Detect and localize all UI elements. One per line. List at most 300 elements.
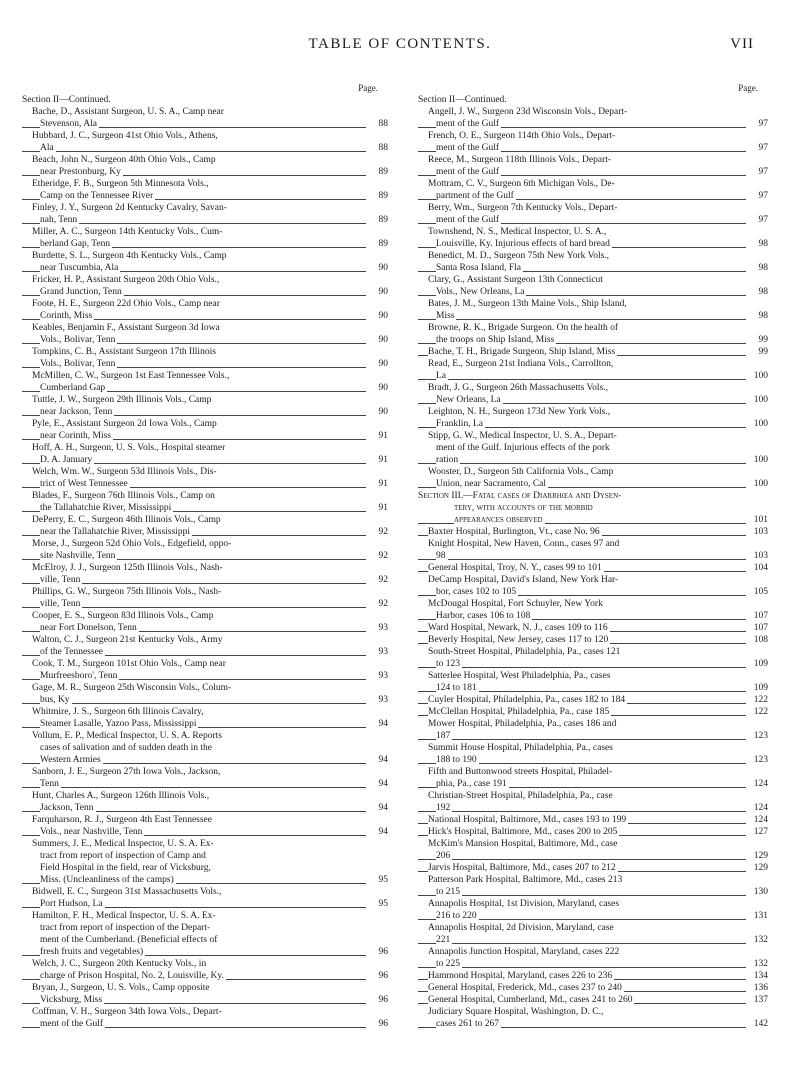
toc-entry-text: Jackson, Tenn — [40, 803, 94, 813]
toc-entry-text: La — [436, 371, 447, 381]
page-column-label: Page. — [358, 83, 378, 93]
toc-entry-text: Annapolis Hospital, 1st Division, Maryland, cases — [428, 899, 620, 909]
toc-page-number: 100 — [751, 454, 768, 466]
toc-entry-text: ville, Tenn — [40, 599, 81, 609]
toc-page-number: 88 — [376, 142, 389, 154]
toc-entry-text: Stevenson, Ala — [40, 119, 97, 129]
toc-page-number: 89 — [376, 214, 389, 226]
toc-entry-text: Santa Rosa Island, Fla — [436, 263, 521, 273]
toc-entry-text: Wooster, D., Surgeon 5th California Vols., Camp — [428, 467, 614, 477]
toc-page-number: 91 — [376, 454, 389, 466]
toc-page-number: 123 — [751, 754, 768, 766]
toc-page-number: 103 — [751, 550, 768, 562]
toc-entry-text: Reece, M., Surgeon 118th Illinois Vols., Depart- — [428, 155, 612, 165]
toc-entry-text: Hoff, A. H., Surgeon, U. S. Vols., Hospital steamer — [32, 443, 226, 453]
toc-entry-text: McElroy, J. J., Surgeon 125th Illinois Vols., Nash- — [32, 563, 223, 573]
toc-entry-text: near Corinth, Miss — [40, 431, 111, 441]
toc-entry-text: Ala — [40, 143, 54, 153]
page-number: VII — [730, 36, 754, 52]
toc-entry — [418, 838, 768, 862]
toc-page-number: 88 — [376, 118, 389, 130]
toc-entry — [22, 370, 388, 394]
toc-entry-text: ment of the Cumberland. (Beneficial effects of — [40, 935, 218, 945]
toc-entry-text: Bache, T. H., Brigade Surgeon, Ship Island, Miss — [428, 347, 616, 357]
toc-entry-text: Welch, Wm. W., Surgeon 53d Illinois Vols., Dis- — [32, 467, 217, 477]
toc-entry-text: McKim's Mansion Hospital, Baltimore, Md., case — [428, 839, 618, 849]
toc-entry — [22, 706, 388, 730]
toc-page-number: 129 — [751, 850, 768, 862]
toc-entry-text: D. A. January — [40, 455, 93, 465]
toc-entry — [418, 1006, 768, 1030]
toc-entry-text: Browne, R. K., Brigade Surgeon. On the health of — [428, 323, 619, 333]
page-header — [0, 36, 800, 58]
toc-page-number: 130 — [751, 886, 768, 898]
toc-page-number: 89 — [376, 190, 389, 202]
toc-entry-text: 187 — [436, 731, 451, 741]
toc-entry-text: Fricker, H. P., Assistant Surgeon 20th Ohio Vols., — [32, 275, 220, 285]
toc-page-number: 93 — [376, 622, 389, 634]
toc-page-number: 96 — [376, 994, 389, 1006]
toc-entry-text: Farquharson, R. J., Surgeon 4th East Tennessee — [32, 815, 212, 825]
toc-page-number: 91 — [376, 478, 389, 490]
toc-entry-text: Etheridge, F. B., Surgeon 5th Minnesota Vols., — [32, 179, 209, 189]
toc-entry-text: cases 261 to 267 — [436, 1019, 500, 1029]
toc-page-number: 132 — [751, 958, 768, 970]
toc-entry-text: Louisville, Ky. Injurious effects of hard bread — [436, 239, 610, 249]
toc-entry-text: French, O. E., Surgeon 114th Ohio Vols., Depart- — [428, 131, 616, 141]
toc-entry — [22, 790, 388, 814]
toc-entry — [22, 982, 388, 1006]
toc-page-number: 98 — [756, 262, 769, 274]
toc-entry-text: Summit House Hospital, Philadelphia, Pa., cases — [428, 743, 613, 753]
toc-entry — [22, 814, 388, 838]
toc-entry-text: ment of the Gulf — [436, 167, 500, 177]
toc-entry — [418, 946, 768, 970]
toc-page-number: 131 — [751, 910, 768, 922]
toc-entry-text: to 123 — [436, 659, 461, 669]
toc-entry — [418, 154, 768, 178]
toc-entry — [418, 274, 768, 298]
toc-entry — [418, 742, 768, 766]
toc-entry-text: Miller, A. C., Surgeon 14th Kentucky Vols., Cum- — [32, 227, 223, 237]
toc-entry-text: Cook, T. M., Surgeon 101st Ohio Vols., Camp near — [32, 659, 226, 669]
toc-entry-text: DeCamp Hospital, David's Island, New York Har- — [428, 575, 619, 585]
toc-entry — [418, 646, 768, 670]
toc-entry — [418, 790, 768, 814]
toc-entry — [418, 298, 768, 322]
toc-entry-text: Bradt, J. G., Surgeon 26th Massachusetts Vols., — [428, 383, 608, 393]
toc-entry — [418, 538, 768, 562]
page-column-label: Page. — [738, 83, 758, 93]
toc-entry — [22, 562, 388, 586]
toc-page-number: 90 — [376, 286, 389, 298]
toc-entry-text: Port Hudson, La — [40, 899, 103, 909]
toc-entry-text: Coffman, V. H., Surgeon 34th Iowa Vols., Depart- — [32, 1007, 222, 1017]
toc-entry — [418, 526, 768, 538]
toc-entry-text: Corinth, Miss — [40, 311, 93, 321]
toc-page-number: 100 — [751, 370, 768, 382]
toc-entry — [22, 322, 388, 346]
toc-entry-text: National Hospital, Baltimore, Md., cases 193 to 199 — [428, 815, 627, 825]
toc-page-number: 124 — [751, 802, 768, 814]
toc-page-number: 97 — [756, 118, 769, 130]
toc-entry-text: 216 to 220 — [436, 911, 477, 921]
toc-entry-text: Steamer Lasalle, Yazoo Pass, Mississippi — [40, 719, 197, 729]
toc-entry — [418, 562, 768, 574]
toc-entry — [418, 994, 768, 1006]
toc-entry-text: fresh fruits and vegetables) — [40, 947, 144, 957]
toc-entry-text: Satterlee Hospital, West Philadelphia, Pa., cases — [428, 671, 611, 681]
toc-entry-text: nah, Tenn — [40, 215, 78, 225]
toc-entry-text: bus, Ky — [40, 695, 70, 705]
toc-entry-text: Read, E., Surgeon 21st Indiana Vols., Carrollton, — [428, 359, 614, 369]
toc-entry-text: Hamilton, F. H., Medical Inspector, U. S. A. Ex- — [32, 911, 216, 921]
toc-entry-text: near Prestonburg, Ky — [40, 167, 121, 177]
page-title: TABLE OF CONTENTS. — [308, 36, 492, 52]
toc-entry-text: Field Hospital in the field, rear of Vicksburg, — [40, 863, 211, 873]
toc-page-number: 122 — [751, 694, 768, 706]
toc-entry — [418, 106, 768, 130]
toc-page-number: 93 — [376, 694, 389, 706]
toc-entry-text: the Tallahatchie River, Mississippi — [40, 503, 172, 513]
toc-entry-text: charge of Prison Hospital, No. 2, Louisville, Ky. — [40, 971, 224, 981]
toc-entry — [22, 610, 388, 634]
toc-page-number: 103 — [751, 526, 768, 538]
toc-page-number: 100 — [751, 418, 768, 430]
toc-entry-text: berland Gap, Tenn — [40, 239, 111, 249]
toc-entry-text: tract from report of inspection of the Depart- — [40, 923, 211, 933]
toc-entry-text: cases of salivation and of sudden death in the — [40, 743, 213, 753]
toc-entry-text: Gage, M. R., Surgeon 25th Wisconsin Vols., Colum- — [32, 683, 232, 693]
toc-entry-text: McMillen, C. W., Surgeon 1st East Tennessee Vols., — [32, 371, 230, 381]
toc-entry-text: Judiciary Square Hospital, Washington, D. C., — [428, 1007, 604, 1017]
toc-entry — [22, 202, 388, 226]
toc-page-number: 97 — [756, 214, 769, 226]
toc-entry — [418, 202, 768, 226]
toc-entry-text: Phillips, G. W., Surgeon 75th Illinois Vols., Nash- — [32, 587, 222, 597]
toc-entry-text: Whitmire, J. S., Surgeon 6th Illinois Cavalry, — [32, 707, 204, 717]
toc-page-number: 97 — [756, 166, 769, 178]
toc-entry — [22, 730, 388, 766]
toc-entry — [22, 466, 388, 490]
section-heading: Section II—Continued. — [22, 95, 111, 105]
toc-entry — [22, 682, 388, 706]
toc-entry-text: near Fort Donelson, Tenn — [40, 623, 137, 633]
toc-entry — [22, 634, 388, 658]
toc-page-number: 91 — [376, 502, 389, 514]
toc-entry-text: Cumberland Gap — [40, 383, 106, 393]
left-column — [22, 82, 388, 1030]
toc-entry-text: partment of the Gulf — [436, 191, 514, 201]
toc-entry-text: General Hospital, Cumberland, Md., cases 241 to 260 — [428, 995, 633, 1005]
toc-entry-text: Camp on the Tennessee River — [40, 191, 154, 201]
toc-entry — [418, 574, 768, 598]
toc-page-number: 94 — [376, 778, 389, 790]
toc-entry-text: Mottram, C. V., Surgeon 6th Michigan Vols., De- — [428, 179, 615, 189]
toc-entry — [418, 382, 768, 406]
toc-entry-text: Bryan, J., Surgeon, U. S. Vols., Camp opposite — [32, 983, 210, 993]
toc-entry-text: Keables, Benjamin F., Assistant Surgeon 3d Iowa — [32, 323, 220, 333]
toc-page-number: 98 — [756, 310, 769, 322]
toc-entry-text: Burdette, S. L., Surgeon 4th Kentucky Vols., Camp — [32, 251, 227, 261]
toc-page-number: 97 — [756, 190, 769, 202]
toc-page-number: 124 — [751, 814, 768, 826]
toc-entry-text: Beverly Hospital, New Jersey, cases 117 to 120 — [428, 635, 609, 645]
toc-entry — [22, 298, 388, 322]
toc-entry — [22, 958, 388, 982]
toc-entry-text: Annapolis Junction Hospital, Maryland, cases 222 — [428, 947, 620, 957]
toc-entry-text: Union, near Sacramento, Cal — [436, 479, 547, 489]
toc-entry-text: 221 — [436, 935, 451, 945]
toc-entry-text: trict of West Tennessee — [40, 479, 128, 489]
toc-entry — [418, 718, 768, 742]
toc-entry-text: Hick's Hospital, Baltimore, Md., cases 200 to 205 — [428, 827, 618, 837]
toc-entry — [22, 586, 388, 610]
toc-entry-text: ment of the Gulf. Injurious effects of the pork — [436, 443, 610, 453]
toc-page-number: 99 — [756, 346, 769, 358]
toc-page-number: 90 — [376, 262, 389, 274]
toc-entry — [418, 250, 768, 274]
toc-entry-text: Angell, J. W., Surgeon 23d Wisconsin Vols., Depart- — [428, 107, 628, 117]
toc-entry — [418, 874, 768, 898]
toc-entry-text: Vols., Bolivar, Tenn — [40, 359, 116, 369]
toc-entry-text: phia, Pa., case 191 — [436, 779, 507, 789]
toc-entry-text: ment of the Gulf — [436, 215, 500, 225]
toc-entry — [22, 442, 388, 466]
toc-page-number: 100 — [751, 478, 768, 490]
toc-entry-text: Franklin, La — [436, 419, 483, 429]
toc-entry-text: Western Armies — [40, 755, 101, 765]
toc-entry-text: ment of the Gulf — [40, 1019, 104, 1029]
toc-page-number: 94 — [376, 754, 389, 766]
toc-page-number: 96 — [376, 1018, 389, 1030]
toc-entry — [418, 466, 768, 490]
toc-entry-text: Tuttle, J. W., Surgeon 29th Illinois Vols., Camp — [32, 395, 212, 405]
toc-entry — [418, 826, 768, 838]
toc-entry-text: Hammond Hospital, Maryland, cases 226 to 236 — [428, 971, 613, 981]
toc-entry-text: Vols., Bolivar, Tenn — [40, 335, 116, 345]
toc-page-number: 107 — [751, 622, 768, 634]
toc-page-number: 94 — [376, 826, 389, 838]
section-heading-text: appearances observed — [454, 515, 543, 525]
toc-entry-text: ment of the Gulf — [436, 119, 500, 129]
toc-page-number: 96 — [376, 946, 389, 958]
toc-entry-text: Tompkins, C. B., Assistant Surgeon 17th Illinois — [32, 347, 216, 357]
toc-entry-text: 206 — [436, 851, 451, 861]
section-heading-text: tery, with accounts of the morbid — [454, 503, 593, 513]
toc-page-number: 104 — [751, 562, 768, 574]
toc-entry-text: Morse, J., Surgeon 52d Ohio Vols., Edgefield, oppo- — [32, 539, 232, 549]
toc-entry-text: General Hospital, Frederick, Md., cases 237 to 240 — [428, 983, 622, 993]
toc-entry-text: bor, cases 102 to 105 — [436, 587, 517, 597]
toc-entry — [418, 598, 768, 622]
toc-entry-text: tract from report of inspection of Camp and — [40, 851, 206, 861]
toc-entry — [418, 766, 768, 790]
toc-entry — [22, 658, 388, 682]
toc-entry-text: Miss — [436, 311, 455, 321]
toc-entry — [22, 154, 388, 178]
toc-page-number: 137 — [751, 994, 768, 1006]
toc-page-number: 127 — [751, 826, 768, 838]
toc-entry-text: McDougal Hospital, Fort Schuyler, New York — [428, 599, 603, 609]
toc-page-number: 122 — [751, 706, 768, 718]
toc-page-number: 108 — [751, 634, 768, 646]
toc-entry-text: Bache, D., Assistant Surgeon, U. S. A., Camp near — [32, 107, 224, 117]
toc-entry-text: Hunt, Charles A., Surgeon 126th Illinois Vols., — [32, 791, 210, 801]
toc-entry-text: Miss. (Uncleanliness of the camps) — [40, 875, 174, 885]
toc-page-number: 98 — [756, 238, 769, 250]
toc-page-number: 142 — [751, 1018, 768, 1030]
toc-entry-text: Cuyler Hospital, Philadelphia, Pa., cases 182 to 184 — [428, 695, 626, 705]
toc-entry-text: Beach, John N., Surgeon 40th Ohio Vols., Camp — [32, 155, 216, 165]
toc-entry — [22, 130, 388, 154]
toc-entry-text: ville, Tenn — [40, 575, 81, 585]
toc-page-number: 89 — [376, 238, 389, 250]
toc-entry-text: to 225 — [436, 959, 461, 969]
toc-entry — [22, 346, 388, 370]
toc-entry — [418, 814, 768, 826]
toc-entry-text: Jarvis Hospital, Baltimore, Md., cases 207 to 212 — [428, 863, 616, 873]
toc-page-number: 136 — [751, 982, 768, 994]
toc-entry-text: Knight Hospital, New Haven, Conn., cases 97 and — [428, 539, 620, 549]
toc-entry-text: Bidwell, E. C., Surgeon 31st Massachusetts Vols., — [32, 887, 222, 897]
toc-page-number: 105 — [751, 586, 768, 598]
toc-entry-text: Mower Hospital, Philadelphia, Pa., cases 186 and — [428, 719, 617, 729]
toc-entry-text: 188 to 190 — [436, 755, 477, 765]
toc-entry — [22, 838, 388, 886]
toc-entry — [418, 322, 768, 346]
toc-entry — [418, 970, 768, 982]
toc-entry — [22, 910, 388, 958]
toc-entry-text: Summers, J. E., Medical Inspector, U. S. A. Ex- — [32, 839, 214, 849]
toc-page-number: 89 — [376, 166, 389, 178]
toc-entry-text: ration — [436, 455, 459, 465]
toc-entry — [22, 514, 388, 538]
toc-entry-text: Tenn — [40, 779, 59, 789]
toc-entry — [418, 706, 768, 718]
toc-page-number: 90 — [376, 310, 389, 322]
toc-page-number: 92 — [376, 598, 389, 610]
toc-entry-text: Murfreesboro', Tenn — [40, 671, 118, 681]
toc-entry — [22, 1006, 388, 1030]
toc-entry — [418, 634, 768, 646]
toc-entry-text: Townshend, N. S., Medical Inspector, U. S. A., — [428, 227, 607, 237]
toc-entry — [22, 538, 388, 562]
toc-entry-text: near Tuscumbia, Ala — [40, 263, 119, 273]
toc-entry-text: near Jackson, Tenn — [40, 407, 113, 417]
toc-page-number: 124 — [751, 778, 768, 790]
toc-entry — [418, 226, 768, 250]
section-heading: Section II—Continued. — [418, 95, 507, 105]
toc-page-number: 90 — [376, 334, 389, 346]
toc-entry-text: Cooper, E. S., Surgeon 83d Illinois Vols., Camp — [32, 611, 214, 621]
toc-entry — [418, 130, 768, 154]
toc-entry-text: 98 — [436, 551, 446, 561]
toc-entry — [22, 250, 388, 274]
toc-entry — [22, 178, 388, 202]
section-heading-text: Section III.—Fatal cases of Diarrhœa and Dysen- — [418, 491, 622, 501]
toc-entry — [418, 622, 768, 634]
toc-page-number: 91 — [376, 430, 389, 442]
toc-entry-text: Welch, J. C., Surgeon 20th Kentucky Vols., in — [32, 959, 207, 969]
toc-entry — [22, 886, 388, 910]
toc-entry-text: Baxter Hospital, Burlington, Vt., case No. 96 — [428, 527, 600, 537]
toc-entry — [418, 694, 768, 706]
toc-entry-text: Annapolis Hospital, 2d Division, Maryland, case — [428, 923, 614, 933]
toc-page-number: 109 — [751, 658, 768, 670]
toc-entry-text: the troops on Ship Island, Miss — [436, 335, 555, 345]
toc-entry-text: Stipp, G. W., Medical Inspector, U. S. A., Depart- — [428, 431, 617, 441]
toc-page-number: 90 — [376, 358, 389, 370]
toc-page-number: 99 — [756, 334, 769, 346]
right-column — [418, 82, 768, 1030]
toc-entry — [418, 406, 768, 430]
toc-entry-text: Blades, F., Surgeon 76th Illinois Vols., Camp on — [32, 491, 215, 501]
toc-entry-text: Berry, Wm., Surgeon 7th Kentucky Vols., Depart- — [428, 203, 618, 213]
toc-entry — [418, 358, 768, 382]
toc-page-number: 134 — [751, 970, 768, 982]
toc-entry — [22, 394, 388, 418]
toc-page-number: 132 — [751, 934, 768, 946]
toc-page-number: 109 — [751, 682, 768, 694]
toc-page-number: 93 — [376, 646, 389, 658]
toc-entry — [418, 862, 768, 874]
toc-entry-text: Foote, H. E., Surgeon 22d Ohio Vols., Camp near — [32, 299, 220, 309]
toc-entry-text: 192 — [436, 803, 451, 813]
toc-entry — [418, 346, 768, 358]
toc-page-number: 94 — [376, 718, 389, 730]
toc-entry-text: Bates, J. M., Surgeon 13th Maine Vols., Ship Island, — [428, 299, 627, 309]
toc-entry-text: Vicksburg, Miss — [40, 995, 103, 1005]
toc-page-number: 95 — [376, 874, 389, 886]
toc-entry-list — [22, 106, 388, 1030]
section-three-heading — [418, 490, 768, 526]
toc-page-number: 98 — [756, 286, 769, 298]
toc-entry-list — [418, 106, 768, 490]
toc-page-number: 95 — [376, 898, 389, 910]
toc-page-number: 100 — [751, 394, 768, 406]
toc-entry — [22, 490, 388, 514]
toc-entry-text: DePerry, E. C., Surgeon 46th Illinois Vols., Camp — [32, 515, 221, 525]
toc-page-number: 90 — [376, 382, 389, 394]
toc-entry-text: Grand Junction, Tenn — [40, 287, 122, 297]
toc-entry-text: General Hospital, Troy, N. Y., cases 99 to 101 — [428, 563, 602, 573]
toc-entry-text: Finley, J. Y., Surgeon 2d Kentucky Cavalry, Savan- — [32, 203, 227, 213]
toc-entry-text: Benedict, M. D., Surgeon 75th New York Vols., — [428, 251, 610, 261]
toc-entry-text: Walton, C. J., Surgeon 21st Kentucky Vols., Army — [32, 635, 223, 645]
toc-page-number: 90 — [376, 406, 389, 418]
toc-page-number: 123 — [751, 730, 768, 742]
toc-entry — [418, 922, 768, 946]
toc-entry-text: Vols., near Nashville, Tenn — [40, 827, 143, 837]
toc-page-number: 92 — [376, 574, 389, 586]
toc-entry — [418, 178, 768, 202]
toc-entry — [22, 766, 388, 790]
toc-entry-text: Pyle, E., Assistant Surgeon 2d Iowa Vols., Camp — [32, 419, 217, 429]
toc-page-number: 96 — [376, 970, 389, 982]
toc-entry — [418, 982, 768, 994]
toc-entry — [22, 274, 388, 298]
toc-entry-text: Patterson Park Hospital, Baltimore, Md., cases 213 — [428, 875, 623, 885]
toc-entry-text: Vols., New Orleans, La — [436, 287, 525, 297]
toc-entry — [418, 430, 768, 466]
toc-entry-text: South-Street Hospital, Philadelphia, Pa., cases 121 — [428, 647, 621, 657]
toc-entry — [418, 898, 768, 922]
toc-page-number: 101 — [751, 514, 768, 526]
toc-entry-text: Harbor, cases 106 to 108 — [436, 611, 531, 621]
toc-entry-text: Ward Hospital, Newark, N. J., cases 109 to 116 — [428, 623, 608, 633]
toc-entry — [22, 226, 388, 250]
